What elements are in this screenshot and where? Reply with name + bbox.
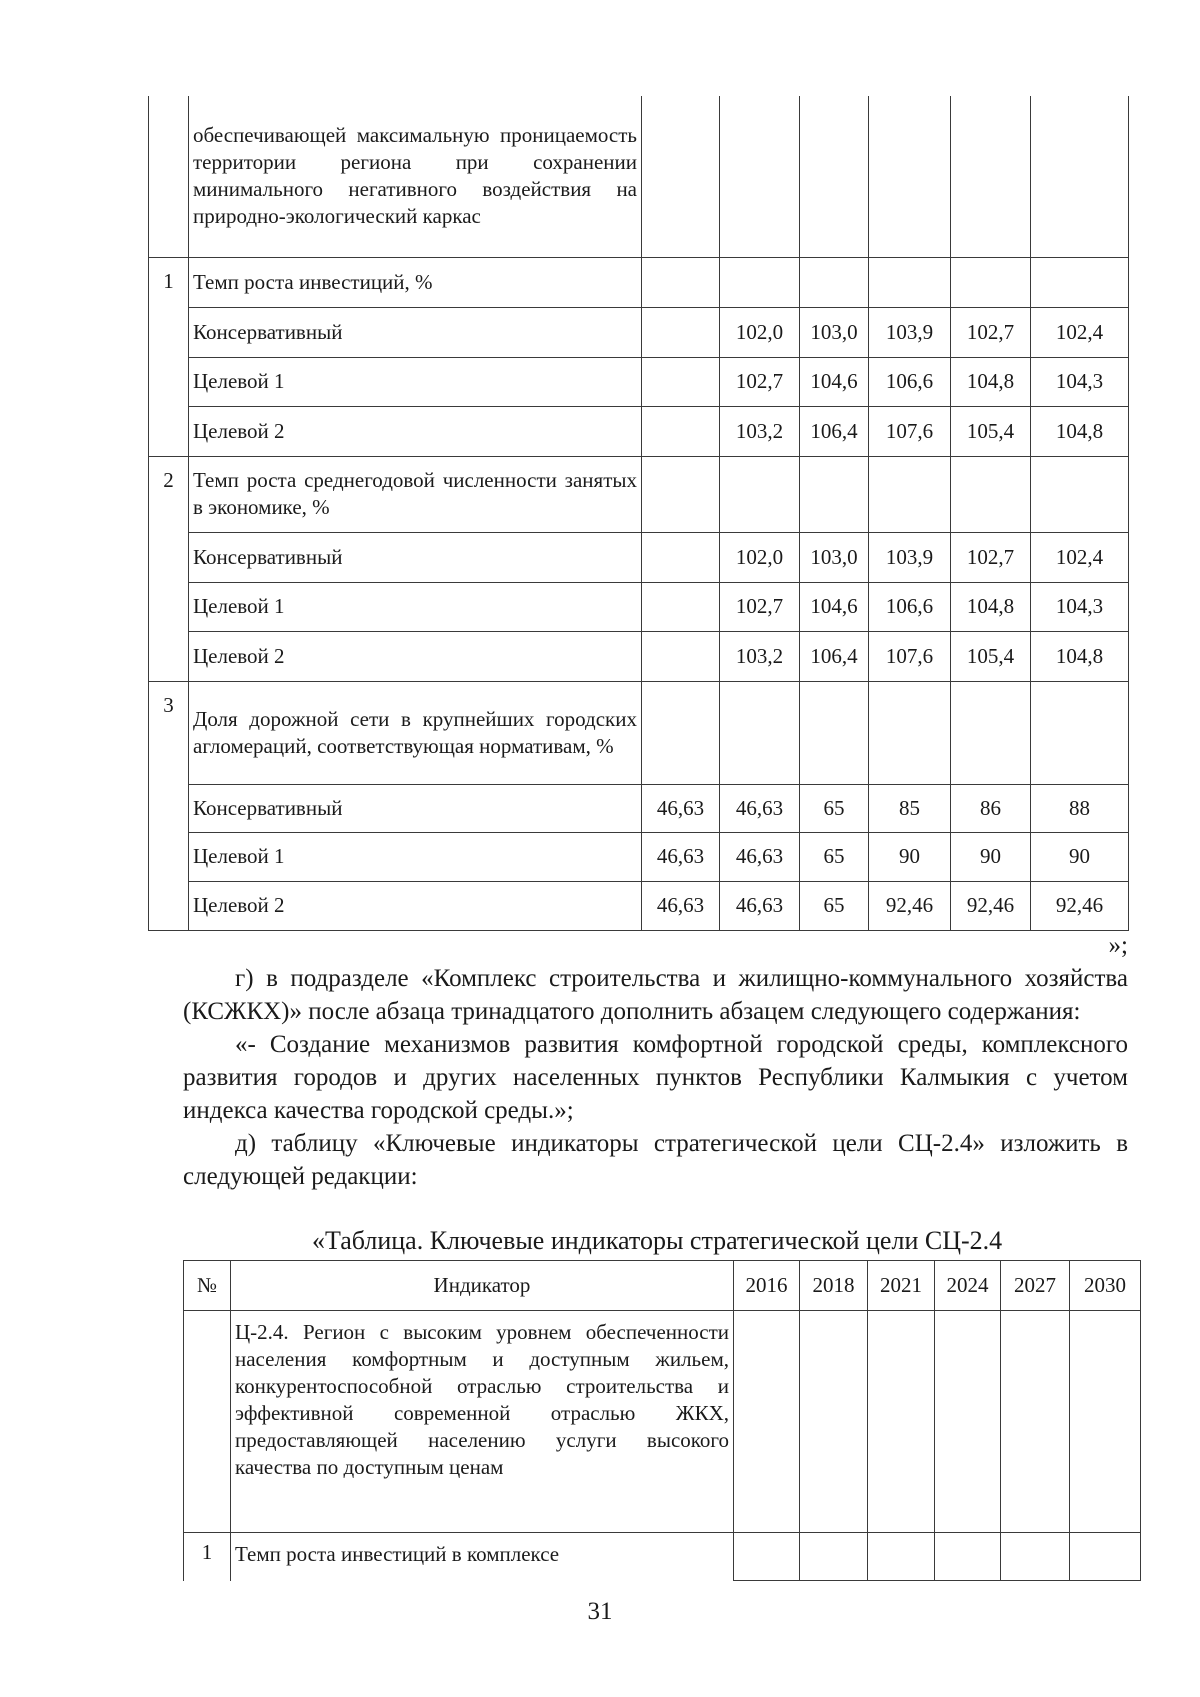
indicator-title: Темп роста инвестиций в комплексе — [231, 1533, 734, 1581]
value-cell: 104,3 — [1031, 582, 1129, 631]
table-row — [149, 631, 1129, 681]
value-cell: 107,6 — [869, 406, 951, 456]
table-row — [184, 1533, 1141, 1581]
value-cell: 90 — [869, 832, 951, 881]
value-cell: 104,8 — [951, 582, 1031, 631]
value-cell: 102,7 — [720, 357, 800, 406]
value-cell: 104,6 — [800, 357, 869, 406]
value-cell: 46,63 — [720, 881, 800, 930]
row-number: 1 — [184, 1533, 231, 1581]
value-cell: 103,9 — [869, 307, 951, 357]
value-cell: 104,6 — [800, 582, 869, 631]
value-cell: 90 — [1031, 832, 1129, 881]
closing-quote: »; — [1108, 932, 1128, 959]
value-cell: 65 — [800, 881, 869, 930]
value-cell: 65 — [800, 784, 869, 832]
header-year: 2016 — [734, 1261, 800, 1311]
value-cell: 106,4 — [800, 631, 869, 681]
row-number: 3 — [149, 681, 189, 784]
goal-cell: Ц-2.4. Регион с высоким уровнем обеспеченности населения комфортным и доступным жильем, конкурентоспособной отраслью строительства и эффективной современной отраслью ЖКХ, предоставляющей населению услуги высокого качества по доступным ценам — [231, 1311, 734, 1533]
indicator-title: Доля дорожной сети в крупнейших городских агломераций, соответствующая нормативам, % — [189, 681, 642, 784]
value-cell: 107,6 — [869, 631, 951, 681]
page-number: 31 — [587, 1598, 613, 1625]
value-cell: 103,2 — [720, 631, 800, 681]
value-cell: 88 — [1031, 784, 1129, 832]
row-number: 1 — [149, 257, 189, 307]
body-text — [183, 962, 1128, 1193]
value-cell: 92,46 — [1031, 881, 1129, 930]
table-row — [149, 881, 1129, 930]
value-cell: 46,63 — [720, 784, 800, 832]
value-cell — [642, 406, 720, 456]
indicator-cell: обеспечивающей максимальную проницаемость территории региона при сохранении минимального негативного воздействия на природно-экологический каркас — [189, 96, 642, 257]
scenario-label: Целевой 2 — [189, 881, 642, 930]
table-row — [149, 357, 1129, 406]
header-year: 2027 — [1001, 1261, 1070, 1311]
indicators-table-continued — [148, 96, 1129, 931]
table-row — [149, 681, 1129, 784]
table-row — [149, 307, 1129, 357]
value-cell: 105,4 — [951, 406, 1031, 456]
value-cell: 103,9 — [869, 532, 951, 582]
value-cell: 102,7 — [951, 532, 1031, 582]
value-cell: 102,7 — [720, 582, 800, 631]
value-cell: 102,4 — [1031, 307, 1129, 357]
key-indicators-table — [183, 1260, 1141, 1581]
value-cell: 104,8 — [1031, 406, 1129, 456]
header-row — [184, 1261, 1141, 1311]
value-cell: 102,0 — [720, 532, 800, 582]
scenario-label: Консервативный — [189, 784, 642, 832]
table-caption: «Таблица. Ключевые индикаторы стратегической цели СЦ-2.4 — [312, 1226, 1003, 1255]
value-cell — [642, 532, 720, 582]
header-num: № — [184, 1261, 231, 1311]
scenario-label: Целевой 1 — [189, 832, 642, 881]
scenario-label: Консервативный — [189, 307, 642, 357]
value-cell: 46,63 — [720, 832, 800, 881]
value-cell: 102,7 — [951, 307, 1031, 357]
scenario-label: Целевой 1 — [189, 357, 642, 406]
scenario-label: Целевой 2 — [189, 406, 642, 456]
value-cell: 106,6 — [869, 582, 951, 631]
value-cell — [642, 631, 720, 681]
value-cell — [642, 582, 720, 631]
table-row — [149, 832, 1129, 881]
value-cell — [642, 307, 720, 357]
value-cell: 103,0 — [800, 532, 869, 582]
row-number — [149, 96, 189, 257]
value-cell: 102,0 — [720, 307, 800, 357]
value-cell: 46,63 — [642, 784, 720, 832]
value-cell: 103,0 — [800, 307, 869, 357]
table-row — [149, 257, 1129, 307]
value-cell: 104,8 — [1031, 631, 1129, 681]
table-row — [184, 1311, 1141, 1533]
value-cell: 104,3 — [1031, 357, 1129, 406]
row-number: 2 — [149, 456, 189, 532]
value-cell: 86 — [951, 784, 1031, 832]
table-row — [149, 406, 1129, 456]
indicator-title: Темп роста инвестиций, % — [189, 257, 642, 307]
value-cell: 106,6 — [869, 357, 951, 406]
scenario-label: Консервативный — [189, 532, 642, 582]
table-row — [149, 532, 1129, 582]
value-cell: 46,63 — [642, 881, 720, 930]
header-year: 2021 — [868, 1261, 935, 1311]
table-row — [149, 456, 1129, 532]
scenario-label: Целевой 1 — [189, 582, 642, 631]
paragraph-quote: «- Создание механизмов развития комфортной городской среды, комплексного развития городов и других населенных пунктов Республики Калмыкия с учетом индекса качества городской среды.»; — [183, 1031, 1128, 1124]
value-cell: 92,46 — [869, 881, 951, 930]
value-cell: 105,4 — [951, 631, 1031, 681]
value-cell: 103,2 — [720, 406, 800, 456]
header-year: 2024 — [935, 1261, 1001, 1311]
value-cell: 92,46 — [951, 881, 1031, 930]
header-year: 2018 — [800, 1261, 868, 1311]
paragraph-d: д) таблицу «Ключевые индикаторы стратегической цели СЦ-2.4» изложить в следующей редакции: — [183, 1130, 1128, 1190]
indicator-title: Темп роста среднегодовой численности занятых в экономике, % — [189, 456, 642, 532]
value-cell: 106,4 — [800, 406, 869, 456]
table-row — [149, 582, 1129, 631]
value-cell: 65 — [800, 832, 869, 881]
value-cell: 46,63 — [642, 832, 720, 881]
scenario-label: Целевой 2 — [189, 631, 642, 681]
value-cell: 102,4 — [1031, 532, 1129, 582]
table-row — [149, 96, 1129, 257]
value-cell — [642, 357, 720, 406]
value-cell: 85 — [869, 784, 951, 832]
header-year: 2030 — [1070, 1261, 1141, 1311]
value-cell: 90 — [951, 832, 1031, 881]
value-cell: 104,8 — [951, 357, 1031, 406]
paragraph-g: г) в подразделе «Комплекс строительства и жилищно-коммунального хозяйства (КСЖКХ)» после абзаца тринадцатого дополнить абзацем следующего содержания: — [183, 965, 1128, 1025]
table-row — [149, 784, 1129, 832]
header-indicator: Индикатор — [231, 1261, 734, 1311]
